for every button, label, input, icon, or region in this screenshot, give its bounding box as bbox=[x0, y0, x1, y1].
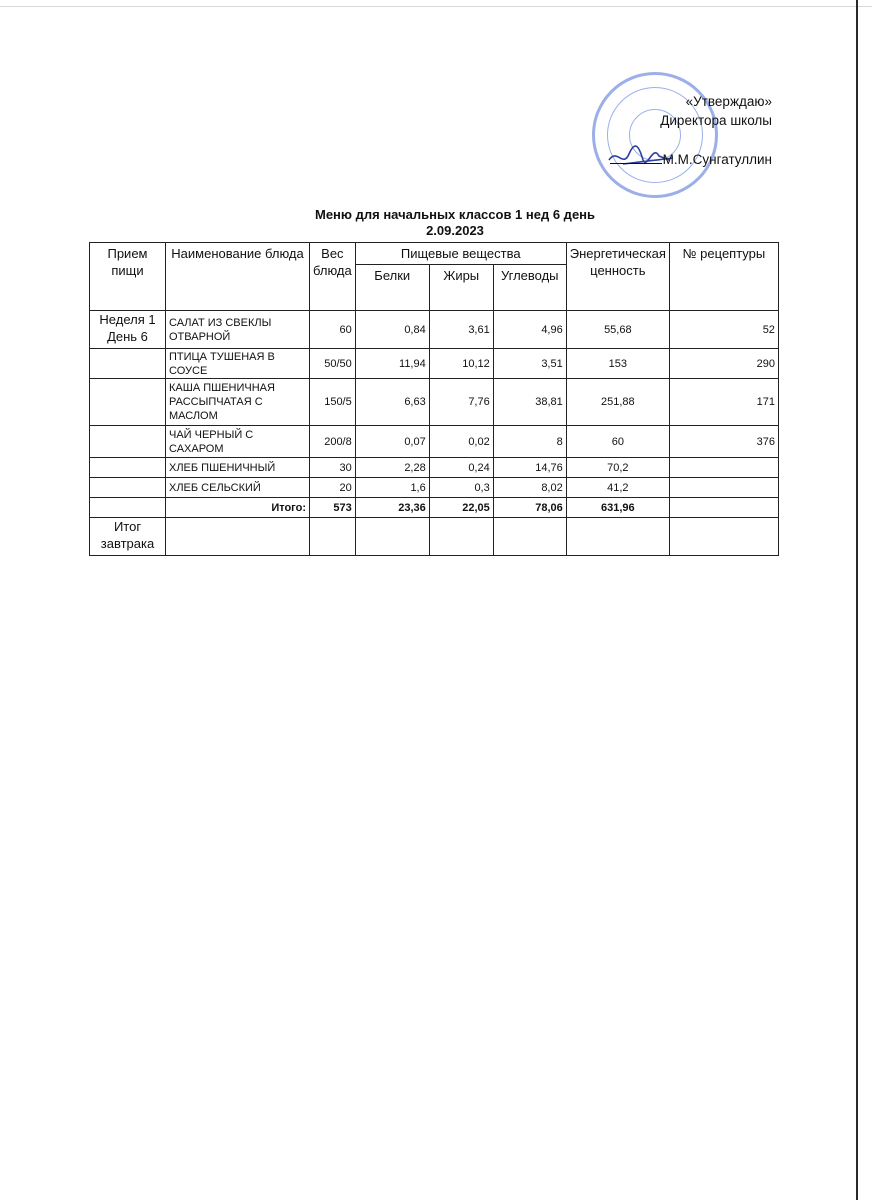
dish-name: ПТИЦА ТУШЕНАЯ В СОУСЕ bbox=[166, 349, 310, 379]
approval-name: М.М.Сунгатуллин bbox=[662, 152, 772, 167]
dish-recipe: 376 bbox=[669, 426, 778, 458]
approval-position: Директора школы bbox=[660, 113, 772, 128]
dish-name: КАША ПШЕНИЧНАЯ РАССЫПЧАТАЯ С МАСЛОМ bbox=[166, 379, 310, 426]
table-row bbox=[90, 426, 779, 458]
total-fat: 22,05 bbox=[429, 498, 493, 518]
scan-edge-line bbox=[856, 0, 858, 1200]
dish-name: ХЛЕБ СЕЛЬСКИЙ bbox=[166, 478, 310, 498]
dish-recipe: 290 bbox=[669, 349, 778, 379]
header-fat: Жиры bbox=[429, 265, 493, 311]
summary-cell-empty bbox=[669, 518, 778, 556]
menu-title bbox=[240, 207, 670, 239]
dish-weight: 30 bbox=[310, 458, 356, 478]
dish-recipe: 171 bbox=[669, 379, 778, 426]
total-protein: 23,36 bbox=[355, 498, 429, 518]
dish-energy: 41,2 bbox=[566, 478, 669, 498]
dish-fat: 10,12 bbox=[429, 349, 493, 379]
top-scan-rule bbox=[0, 6, 872, 7]
table-row bbox=[90, 311, 779, 349]
total-recipe-empty bbox=[669, 498, 778, 518]
dish-energy: 153 bbox=[566, 349, 669, 379]
header-meal: Прием пищи bbox=[90, 243, 166, 311]
menu-table bbox=[89, 242, 779, 556]
table-row bbox=[90, 458, 779, 478]
dish-fat: 0,02 bbox=[429, 426, 493, 458]
dish-carbs: 38,81 bbox=[493, 379, 566, 426]
dish-name: ХЛЕБ ПШЕНИЧНЫЙ bbox=[166, 458, 310, 478]
summary-cell-empty bbox=[566, 518, 669, 556]
table-row bbox=[90, 349, 779, 379]
header-weight: Вес блюда bbox=[310, 243, 356, 311]
dish-energy: 55,68 bbox=[566, 311, 669, 349]
approval-block bbox=[610, 92, 772, 169]
summary-cell-empty bbox=[310, 518, 356, 556]
meal-cell-empty bbox=[90, 379, 166, 426]
dish-protein: 0,07 bbox=[355, 426, 429, 458]
summary-cell-empty bbox=[493, 518, 566, 556]
header-carbs: Углеводы bbox=[493, 265, 566, 311]
approval-signature-line bbox=[610, 150, 772, 169]
dish-recipe bbox=[669, 478, 778, 498]
summary-row bbox=[90, 518, 779, 556]
dish-fat: 0,3 bbox=[429, 478, 493, 498]
dish-fat: 7,76 bbox=[429, 379, 493, 426]
dish-carbs: 3,51 bbox=[493, 349, 566, 379]
header-row bbox=[90, 243, 779, 265]
dish-recipe: 52 bbox=[669, 311, 778, 349]
dish-name: САЛАТ ИЗ СВЕКЛЫ ОТВАРНОЙ bbox=[166, 311, 310, 349]
dish-protein: 11,94 bbox=[355, 349, 429, 379]
dish-fat: 3,61 bbox=[429, 311, 493, 349]
dish-name: ЧАЙ ЧЕРНЫЙ С САХАРОМ bbox=[166, 426, 310, 458]
dish-weight: 200/8 bbox=[310, 426, 356, 458]
meal-cell-empty bbox=[90, 458, 166, 478]
menu-title-line: Меню для начальных классов 1 нед 6 день bbox=[314, 207, 596, 222]
dish-carbs: 8 bbox=[493, 426, 566, 458]
dish-protein: 0,84 bbox=[355, 311, 429, 349]
table-row bbox=[90, 379, 779, 426]
meal-cell-empty bbox=[90, 498, 166, 518]
total-weight: 573 bbox=[310, 498, 356, 518]
meal-cell-empty bbox=[90, 478, 166, 498]
dish-fat: 0,24 bbox=[429, 458, 493, 478]
summary-cell-empty bbox=[355, 518, 429, 556]
dish-protein: 2,28 bbox=[355, 458, 429, 478]
summary-cell-empty bbox=[166, 518, 310, 556]
approval-heading: «Утверждаю» bbox=[685, 94, 772, 109]
menu-date: 2.09.2023 bbox=[426, 223, 484, 238]
header-recipe: № рецептуры bbox=[669, 243, 778, 311]
meal-cell-empty bbox=[90, 349, 166, 379]
total-row bbox=[90, 498, 779, 518]
dish-protein: 6,63 bbox=[355, 379, 429, 426]
header-protein: Белки bbox=[355, 265, 429, 311]
total-carbs: 78,06 bbox=[493, 498, 566, 518]
total-energy: 631,96 bbox=[566, 498, 669, 518]
meal-cell-empty bbox=[90, 426, 166, 458]
header-nutrients: Пищевые вещества bbox=[355, 243, 566, 265]
dish-energy: 60 bbox=[566, 426, 669, 458]
total-label: Итого: bbox=[166, 498, 310, 518]
summary-cell-empty bbox=[429, 518, 493, 556]
dish-carbs: 4,96 bbox=[493, 311, 566, 349]
breakfast-summary-label: Итог завтрака bbox=[90, 518, 166, 556]
dish-energy: 70,2 bbox=[566, 458, 669, 478]
signature-blank bbox=[610, 163, 662, 164]
dish-carbs: 8,02 bbox=[493, 478, 566, 498]
dish-recipe bbox=[669, 458, 778, 478]
meal-label: Неделя 1 День 6 bbox=[90, 311, 166, 349]
dish-weight: 60 bbox=[310, 311, 356, 349]
table-row bbox=[90, 478, 779, 498]
header-name: Наименование блюда bbox=[166, 243, 310, 311]
dish-protein: 1,6 bbox=[355, 478, 429, 498]
dish-weight: 20 bbox=[310, 478, 356, 498]
dish-weight: 50/50 bbox=[310, 349, 356, 379]
dish-energy: 251,88 bbox=[566, 379, 669, 426]
dish-weight: 150/5 bbox=[310, 379, 356, 426]
dish-carbs: 14,76 bbox=[493, 458, 566, 478]
header-energy: Энергетическая ценность bbox=[566, 243, 669, 311]
